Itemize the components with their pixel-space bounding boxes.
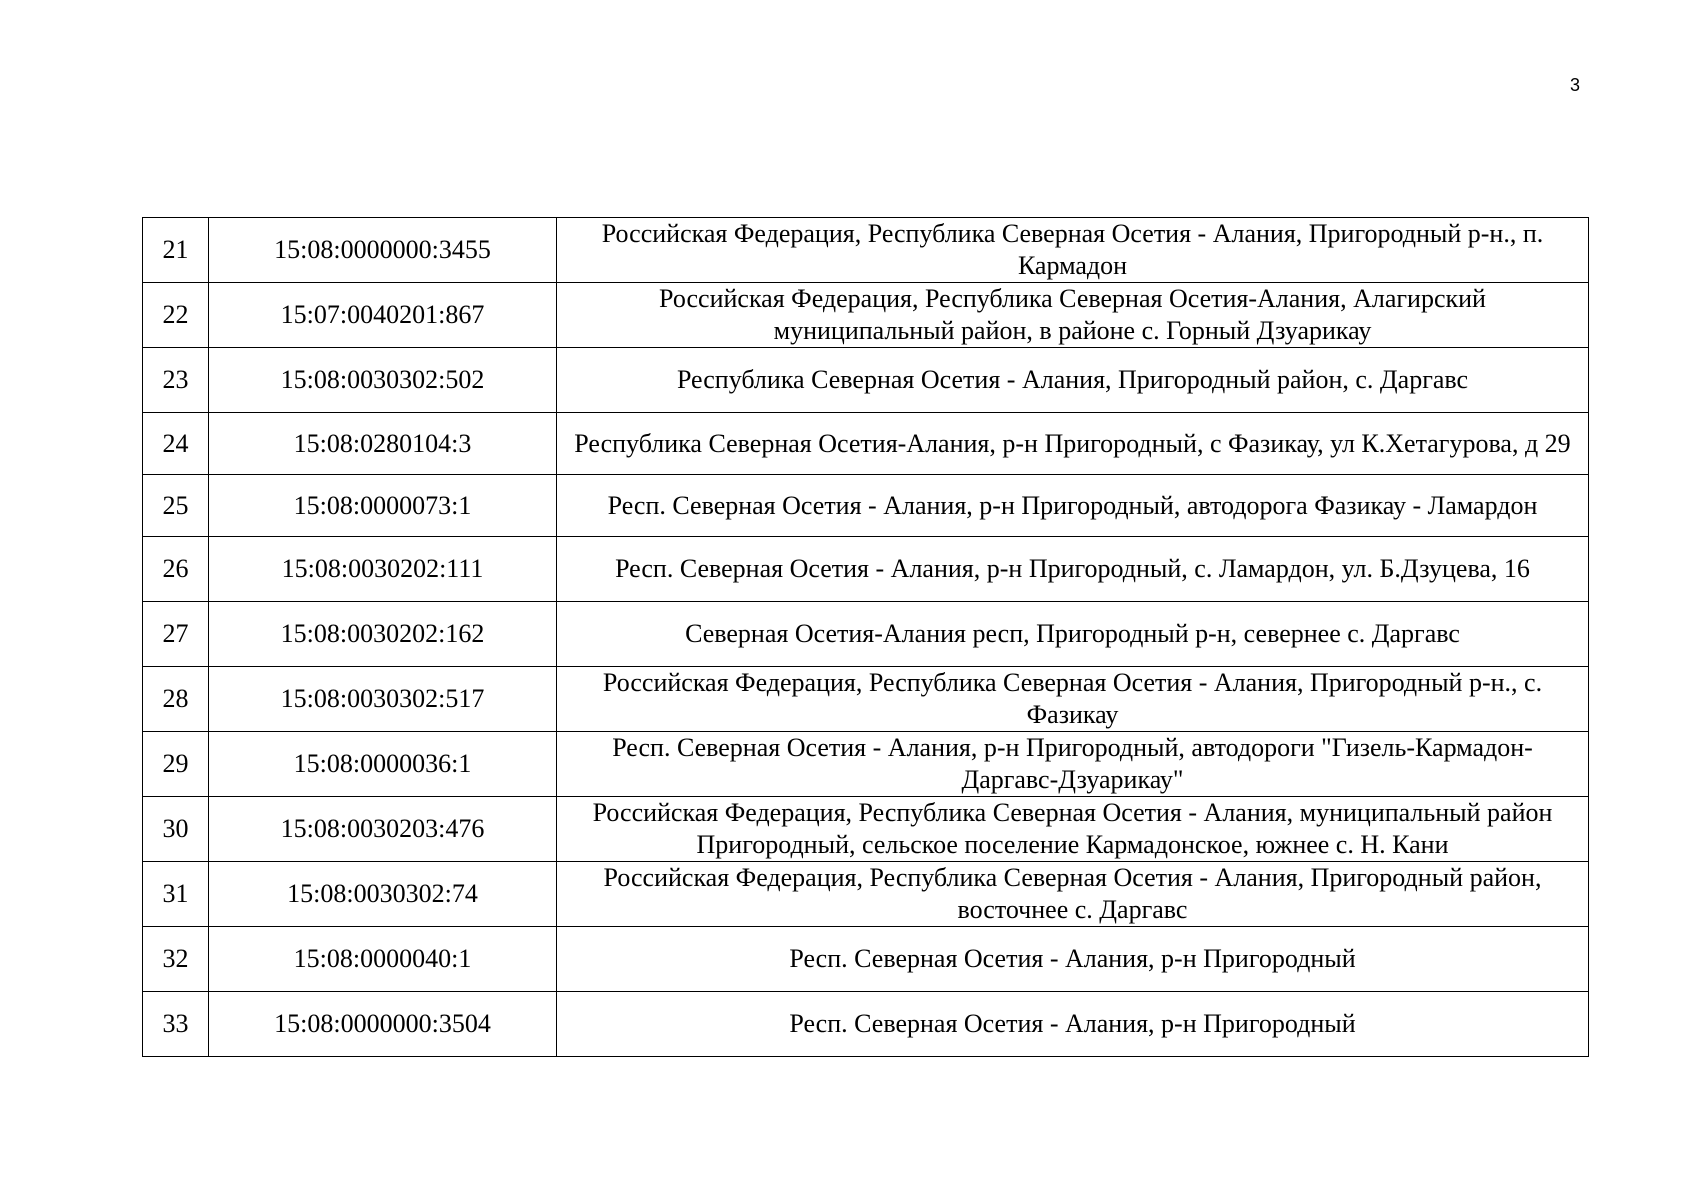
cadastral-number-cell: 15:08:0000000:3455 <box>209 218 557 283</box>
row-number-cell: 28 <box>143 667 209 732</box>
cadastral-number-cell: 15:08:0000000:3504 <box>209 992 557 1057</box>
cadastral-number-cell: 15:08:0000040:1 <box>209 927 557 992</box>
page-number: 3 <box>1570 75 1581 95</box>
table-row <box>143 537 1589 602</box>
row-number-cell: 27 <box>143 602 209 667</box>
address-cell: Респ. Северная Осетия - Алания, р-н Пригородный, автодороги "Гизель-Кармадон-Даргавс-Дзуарикау" <box>557 732 1589 797</box>
row-number-cell: 21 <box>143 218 209 283</box>
cadastral-number-cell: 15:08:0280104:3 <box>209 413 557 475</box>
address-cell: Респ. Северная Осетия - Алания, р-н Пригородный, с. Ламардон, ул. Б.Дзуцева, 16 <box>557 537 1589 602</box>
table-row <box>143 218 1589 283</box>
cadastral-number-cell: 15:08:0030202:111 <box>209 537 557 602</box>
cadastral-number-cell: 15:08:0030203:476 <box>209 797 557 862</box>
row-number-cell: 32 <box>143 927 209 992</box>
address-cell: Российская Федерация, Республика Северная Осетия - Алания, Пригородный район, восточнее с. Даргавс <box>557 862 1589 927</box>
row-number-cell: 24 <box>143 413 209 475</box>
address-cell: Респ. Северная Осетия - Алания, р-н Пригородный, автодорога Фазикау - Ламардон <box>557 475 1589 537</box>
row-number-cell: 29 <box>143 732 209 797</box>
land-plot-table <box>142 217 1589 1057</box>
address-cell: Республика Северная Осетия-Алания, р-н Пригородный, с Фазикау, ул К.Хетагурова, д 29 <box>557 413 1589 475</box>
row-number-cell: 30 <box>143 797 209 862</box>
address-cell: Респ. Северная Осетия - Алания, р-н Пригородный <box>557 927 1589 992</box>
address-cell: Российская Федерация, Республика Северная Осетия-Алания, Алагирский муниципальный район, в районе с. Горный Дзуарикау <box>557 283 1589 348</box>
row-number-cell: 31 <box>143 862 209 927</box>
cadastral-number-cell: 15:08:0030302:517 <box>209 667 557 732</box>
row-number-cell: 33 <box>143 992 209 1057</box>
cadastral-number-cell: 15:08:0030302:74 <box>209 862 557 927</box>
cadastral-number-cell: 15:08:0030202:162 <box>209 602 557 667</box>
address-cell: Республика Северная Осетия - Алания, Пригородный район, с. Даргавс <box>557 348 1589 413</box>
cadastral-number-cell: 15:08:0000073:1 <box>209 475 557 537</box>
table-row <box>143 862 1589 927</box>
address-cell: Российская Федерация, Республика Северная Осетия - Алания, Пригородный р-н., с. Фазикау <box>557 667 1589 732</box>
table-row <box>143 797 1589 862</box>
cadastral-number-cell: 15:08:0030302:502 <box>209 348 557 413</box>
table-row <box>143 927 1589 992</box>
row-number-cell: 26 <box>143 537 209 602</box>
row-number-cell: 22 <box>143 283 209 348</box>
cadastral-number-cell: 15:08:0000036:1 <box>209 732 557 797</box>
address-cell: Респ. Северная Осетия - Алания, р-н Пригородный <box>557 992 1589 1057</box>
address-cell: Северная Осетия-Алания респ, Пригородный р-н, севернее с. Даргавс <box>557 602 1589 667</box>
cadastral-number-cell: 15:07:0040201:867 <box>209 283 557 348</box>
address-cell: Российская Федерация, Республика Северная Осетия - Алания, муниципальный район Пригородный, сельское поселение Кармадонское, южнее с. Н. Кани <box>557 797 1589 862</box>
table-row <box>143 667 1589 732</box>
table-row <box>143 283 1589 348</box>
row-number-cell: 23 <box>143 348 209 413</box>
table-row <box>143 602 1589 667</box>
table-row <box>143 348 1589 413</box>
table-row <box>143 732 1589 797</box>
address-cell: Российская Федерация, Республика Северная Осетия - Алания, Пригородный р-н., п. Кармадон <box>557 218 1589 283</box>
row-number-cell: 25 <box>143 475 209 537</box>
table-row <box>143 992 1589 1057</box>
table-row <box>143 475 1589 537</box>
table-row <box>143 413 1589 475</box>
